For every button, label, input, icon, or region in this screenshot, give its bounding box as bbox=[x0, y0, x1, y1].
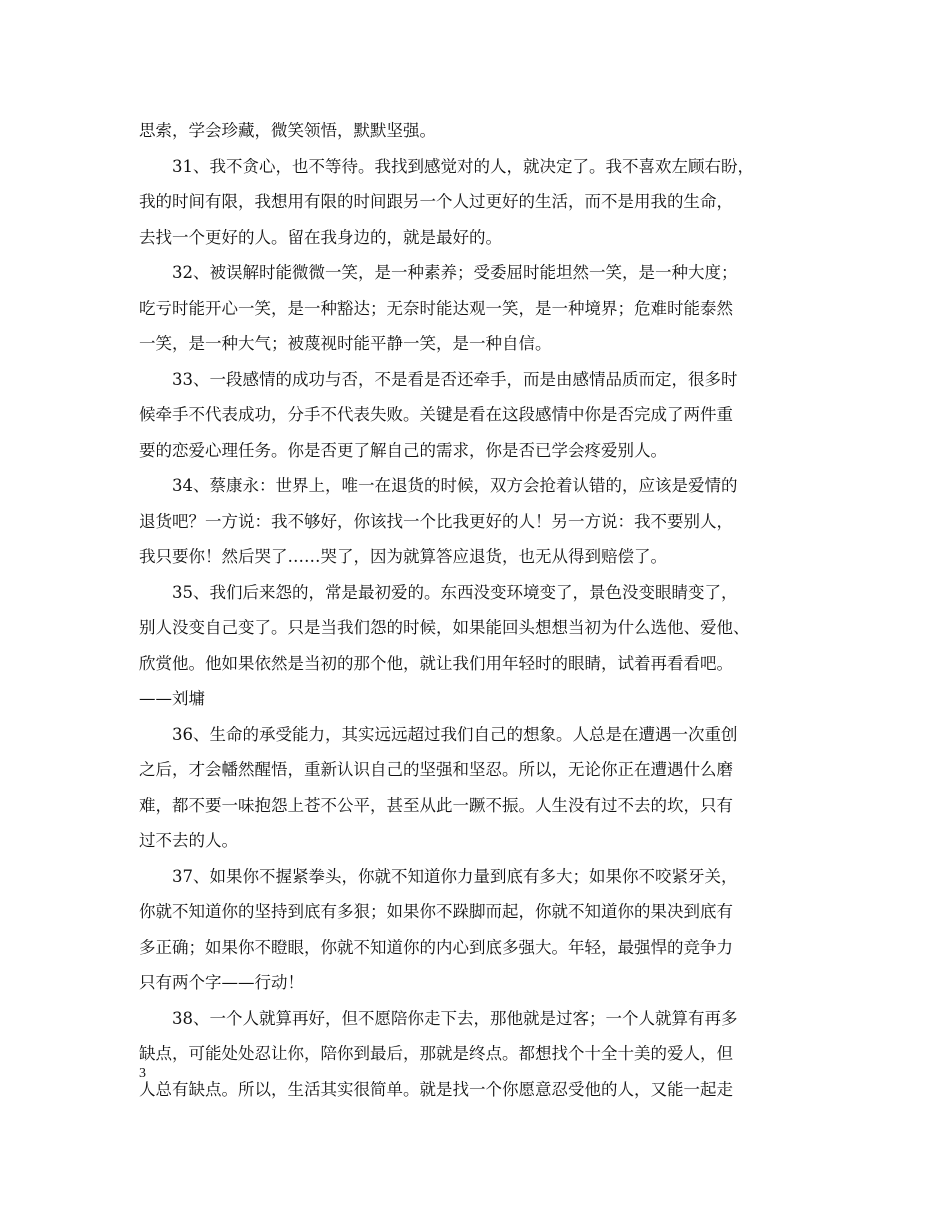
text-line: 思索，学会珍藏，微笑领悟，默默坚强。 bbox=[139, 121, 436, 140]
text-line: 我只要你！然后哭了……哭了，因为就算答应退货，也无从得到赔偿了。 bbox=[139, 547, 667, 566]
text-line: 多正确；如果你不瞪眼，你就不知道你的内心到底多强大。年轻，最强悍的竞争力 bbox=[139, 937, 733, 957]
text-line: 37、如果你不握紧拳头，你就不知道你力量到底有多大；如果你不咬紧牙关， bbox=[172, 866, 738, 886]
text-line: 缺点，可能处处忍让你，陪你到最后，那就是终点。都想找个十全十美的爱人，但 bbox=[139, 1044, 733, 1063]
text-line: 欣赏他。他如果依然是当初的那个他，就让我们用年轻时的眼睛，试着再看看吧。 bbox=[139, 653, 733, 673]
text-line: 38、一个人就算再好，但不愿陪你走下去，那他就是过客；一个人就算有再多 bbox=[172, 1008, 738, 1028]
text-line: 难，都不要一味抱怨上苍不公平，甚至从此一蹶不振。人生没有过不去的坎，只有 bbox=[139, 795, 733, 815]
text-line: 33、一段感情的成功与否，不是看是否还牵手，而是由感情品质而定，很多时 bbox=[172, 369, 738, 389]
text-line: 34、蔡康永：世界上，唯一在退货的时候，双方会抢着认错的，应该是爱情的 bbox=[172, 476, 738, 495]
text-line: 之后，才会幡然醒悟，重新认识自己的坚强和坚忍。所以，无论你正在遭遇什么磨 bbox=[139, 760, 733, 779]
text-line: 只有两个字——行动！ bbox=[139, 973, 304, 992]
text-line: 候牵手不代表成功，分手不代表失败。关键是看在这段感情中你是否完成了两件重 bbox=[139, 405, 733, 424]
text-line: 过不去的人。 bbox=[139, 831, 238, 850]
page-number: 3 bbox=[139, 1066, 146, 1081]
text-line: 退货吧？一方说：我不够好，你该找一个比我更好的人！另一方说：我不要别人， bbox=[139, 511, 733, 531]
text-line: 我的时间有限，我想用有限的时间跟另一个人过更好的生活，而不是用我的生命， bbox=[139, 192, 733, 211]
text-line: 36、生命的承受能力，其实远远超过我们自己的想象。人总是在遭遇一次重创 bbox=[172, 724, 738, 744]
text-line: 一笑，是一种大气；被蔑视时能平静一笑，是一种自信。 bbox=[139, 334, 552, 353]
text-line: 35、我们后来怨的，常是最初爱的。东西没变环境变了，景色没变眼睛变了， bbox=[172, 582, 738, 602]
document-body bbox=[139, 113, 815, 1107]
text-line: 32、被误解时能微微一笑，是一种素养；受委屈时能坦然一笑，是一种大度； bbox=[172, 263, 738, 282]
text-line: 去找一个更好的人。留在我身边的，就是最好的。 bbox=[139, 227, 502, 247]
text-line: 别人没变自己变了。只是当我们怨的时候，如果能回头想想当初为什么选他、爱他、 bbox=[139, 618, 750, 637]
text-line: 吃亏时能开心一笑，是一种豁达；无奈时能达观一笑，是一种境界；危难时能泰然 bbox=[139, 298, 733, 318]
text-line: 要的恋爱心理任务。你是否更了解自己的需求，你是否已学会疼爱别人。 bbox=[139, 440, 667, 460]
text-line: 人总有缺点。所以，生活其实很简单。就是找一个你愿意忍受他的人，又能一起走 bbox=[139, 1079, 733, 1099]
text-line: 31、我不贪心，也不等待。我找到感觉对的人，就决定了。我不喜欢左顾右盼， bbox=[172, 156, 754, 176]
text-line: 你就不知道你的坚持到底有多狠；如果你不跺脚而起，你就不知道你的果决到底有 bbox=[139, 902, 733, 921]
text-line: ——刘墉 bbox=[139, 689, 205, 708]
